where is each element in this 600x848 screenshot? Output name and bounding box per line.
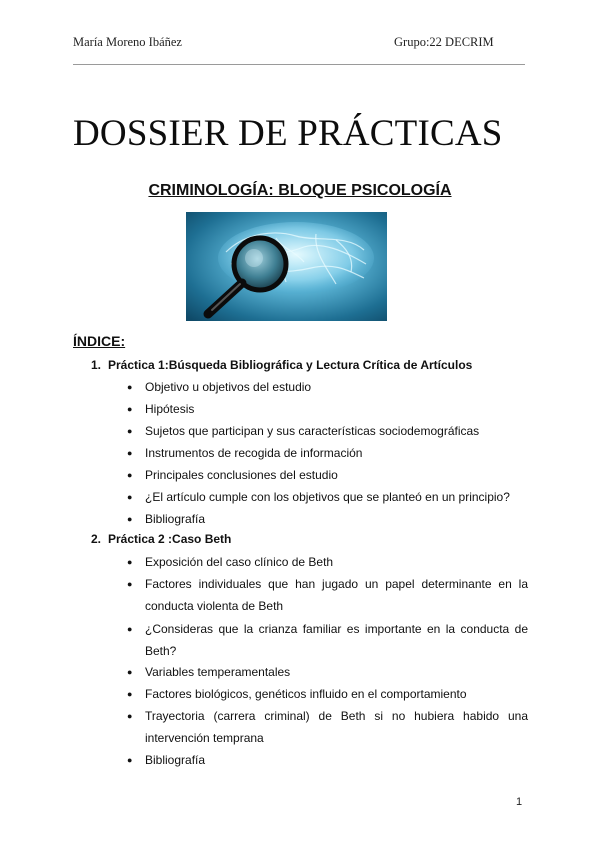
list-item: ● Bibliografía bbox=[127, 753, 206, 767]
section-label: Práctica 1:Búsqueda Bibliográfica y Lectura Crítica de Artículos bbox=[108, 358, 473, 372]
list-item: ● Factores biológicos, genéticos influido en el comportamiento bbox=[127, 687, 467, 701]
list-item: ● Trayectoria (carrera criminal) de Beth si no hubiera habido una intervención temprana bbox=[127, 709, 528, 745]
list-item: ● Hipótesis bbox=[127, 402, 195, 416]
group-label: Grupo:22 DECRIM bbox=[394, 35, 494, 49]
list-item: ● Variables temperamentales bbox=[127, 665, 291, 679]
header-divider bbox=[73, 64, 525, 65]
list-item: ● Bibliografía bbox=[127, 512, 206, 526]
index-section-1 bbox=[91, 358, 472, 372]
list-item: ● Factores individuales que han jugado un papel determinante en la conducta violenta de Beth bbox=[127, 577, 528, 613]
index-heading: ÍNDICE: bbox=[73, 333, 126, 349]
section-number: 2. bbox=[91, 532, 102, 546]
list-item: ● ¿Consideras que la crianza familiar es importante en la conducta de Beth? bbox=[127, 622, 528, 658]
index-section-2 bbox=[91, 532, 231, 546]
author-name: María Moreno Ibáñez bbox=[73, 35, 182, 49]
document-subtitle: CRIMINOLOGÍA: BLOQUE PSICOLOGÍA bbox=[148, 182, 452, 199]
list-item: ● Principales conclusiones del estudio bbox=[127, 468, 338, 482]
list-item: ● Sujetos que participan y sus características sociodemográficas bbox=[127, 424, 480, 438]
section-label: Práctica 2 :Caso Beth bbox=[108, 532, 232, 546]
page-number: 1 bbox=[516, 796, 523, 808]
list-item: ● Instrumentos de recogida de información bbox=[127, 446, 363, 460]
list-item: ● ¿El artículo cumple con los objetivos que se planteó en un principio? bbox=[127, 490, 510, 504]
section-number: 1. bbox=[91, 358, 102, 372]
brain-magnifier-image bbox=[186, 212, 387, 321]
list-item: ● Objetivo u objetivos del estudio bbox=[127, 380, 312, 394]
document-title: DOSSIER DE PRÁCTICAS bbox=[73, 113, 503, 154]
list-item: ● Exposición del caso clínico de Beth bbox=[127, 555, 334, 569]
brain-magnifier-illustration bbox=[186, 212, 387, 321]
